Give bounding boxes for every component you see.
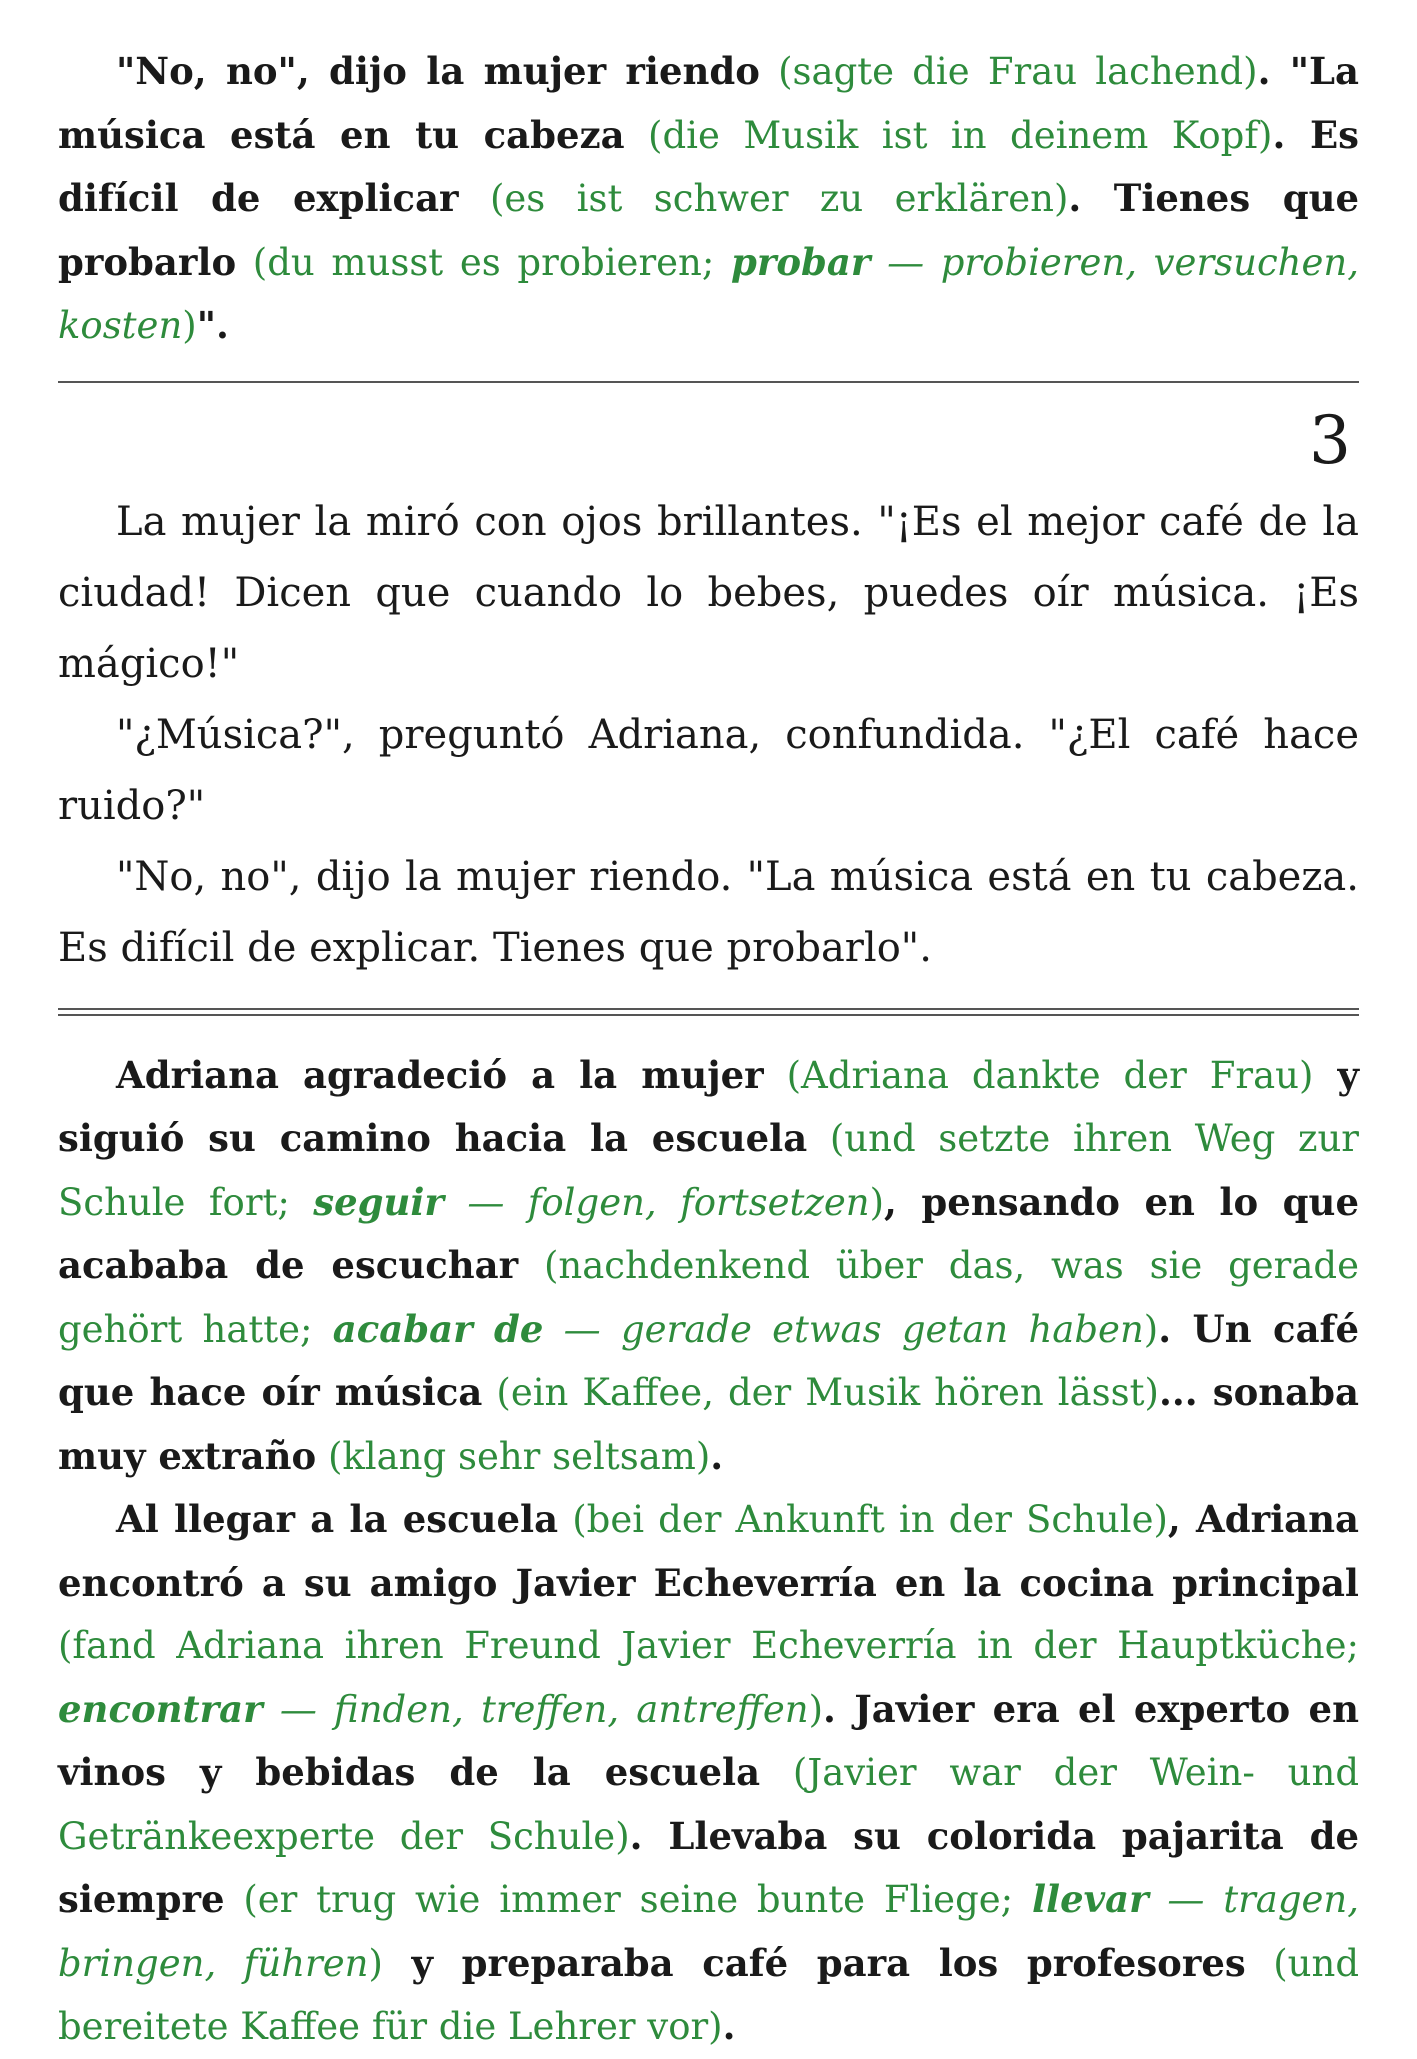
german-translation: (Javier war der Wein- und Getränkeexperte der Schule): [58, 1751, 1360, 1858]
german-translation: (klang sehr seltsam): [327, 1434, 711, 1478]
plain-paragraph: La mujer la miró con ojos brillantes. "¡Es el mejor café de la ciudad! Dicen que cuando lo bebes, puedes oír música. ¡Es mágico!": [58, 498, 1359, 687]
german-translation: (nachdenkend über das, was sie gerade gehört hatte;: [58, 1244, 1359, 1351]
spanish-text: "No, no", dijo la mujer riendo: [116, 49, 760, 93]
double-divider: [58, 1008, 1359, 1016]
space: [1246, 1942, 1273, 1985]
annotated-section-top: [58, 40, 1359, 358]
spanish-text: y siguió su camino hacia la escuela: [58, 1052, 1359, 1160]
spanish-text: Al llegar a la escuela: [116, 1497, 559, 1541]
spanish-text: , Adriana encontró a su amigo Javier Echeverría en la cocina principal: [58, 1497, 1360, 1605]
spanish-text: , pensando en lo que acababa de escuchar: [58, 1179, 1359, 1287]
space: [316, 1435, 328, 1478]
german-translation: (er trug wie immer seine bunte Fliege;: [243, 1878, 1032, 1921]
space: [760, 1751, 793, 1794]
definition-text: — gerade etwas getan haben: [543, 1307, 1144, 1351]
plain-paragraph: "No, no", dijo la mujer riendo. "La música está en tu cabeza. Es difícil de explicar. Tienes que probarlo".: [58, 853, 1359, 971]
german-translation: (und bereitete Kaffee für die Lehrer vor): [58, 1941, 1359, 2048]
annotated-paragraph: [58, 1488, 1359, 2059]
space: [459, 177, 490, 220]
spanish-text: .: [710, 1433, 724, 1478]
space: [760, 50, 778, 93]
spanish-text: . Un café que hace oír música: [58, 1306, 1360, 1414]
german-translation: ): [1143, 1307, 1159, 1351]
spanish-text: ".: [196, 303, 229, 347]
space: [518, 1244, 544, 1287]
german-translation: (du musst es probieren;: [252, 240, 732, 284]
plain-paragraph: "¿Música?", preguntó Adriana, confundida. "¿El café hace ruido?": [58, 711, 1359, 829]
spanish-text: ... sonaba muy extraño: [58, 1370, 1359, 1478]
german-translation: (ein Kaffee, der Musik hören lässt): [496, 1371, 1159, 1414]
vocabulary-word: probar: [731, 239, 871, 284]
definition-text: — folgen, fortsetzen: [443, 1180, 870, 1224]
space: [482, 1371, 496, 1414]
annotated-section-bottom: [58, 1044, 1359, 2059]
spanish-text: .: [722, 2004, 736, 2048]
spanish-text: . Llevaba su colorida pajarita de siempre: [58, 1813, 1359, 1921]
german-translation: ): [869, 1180, 885, 1224]
space: [764, 1054, 787, 1097]
german-translation: (und setzte ihren Weg zur Schule fort;: [58, 1117, 1359, 1224]
chapter-number: 3: [1309, 401, 1351, 479]
space: [558, 1498, 572, 1541]
definition-text: — probieren, versuchen, kosten: [58, 240, 1359, 347]
plain-text-section: [58, 487, 1359, 984]
german-translation: (es ist schwer zu erklären): [489, 177, 1069, 220]
vocabulary-word: llevar: [1031, 1877, 1149, 1921]
vocabulary-word: acabar de: [332, 1306, 544, 1351]
german-translation: (Adriana dankte der Frau): [786, 1053, 1314, 1097]
german-translation: (bei der Ankunft in der Schule): [572, 1498, 1168, 1541]
spanish-text: . "La música está en tu cabeza: [58, 49, 1360, 157]
german-translation: (sagte die Frau lachend): [778, 50, 1258, 93]
space: [807, 1117, 830, 1160]
german-translation: ): [808, 1687, 824, 1731]
space: [224, 1878, 243, 1921]
german-translation: (die Musik ist in deinem Kopf): [648, 113, 1273, 157]
section-divider: [58, 381, 1359, 383]
german-translation: ): [182, 304, 197, 347]
annotated-paragraph: [58, 40, 1359, 358]
spanish-text: Adriana agradeció a la mujer: [116, 1052, 764, 1097]
german-translation: (fand Adriana ihren Freund Javier Echeverría in der Hauptküche;: [58, 1624, 1359, 1667]
definition-text: — tragen, bringen, führen: [58, 1878, 1360, 1985]
annotated-paragraph: [58, 1044, 1359, 1489]
spanish-text: . Es difícil de explicar: [58, 112, 1360, 220]
spanish-text: y preparaba café para los profesores: [382, 1940, 1246, 1985]
space: [625, 114, 648, 157]
definition-text: — finden, treffen, antreffen: [262, 1687, 809, 1731]
spanish-text: . Javier era el experto en vinos y bebidas de la escuela: [58, 1686, 1359, 1794]
spanish-text: . Tienes que probarlo: [58, 176, 1360, 284]
german-translation: ): [368, 1941, 383, 1985]
vocabulary-word: encontrar: [58, 1686, 263, 1731]
space: [236, 241, 253, 284]
vocabulary-word: seguir: [313, 1179, 444, 1224]
